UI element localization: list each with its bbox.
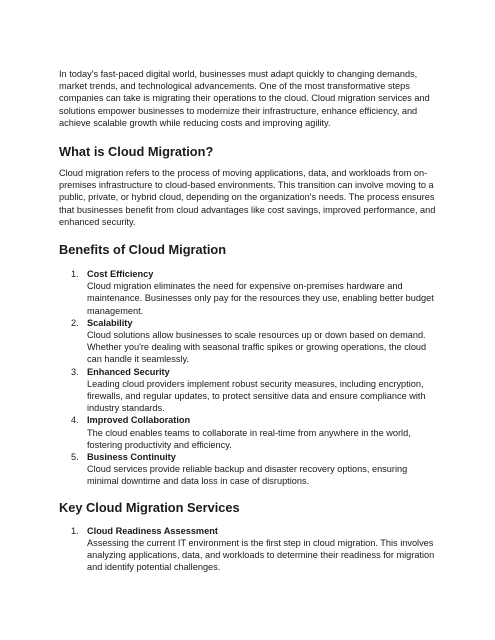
list-item bbox=[59, 268, 437, 317]
item-title: Cloud Readiness Assessment bbox=[87, 525, 218, 536]
list-number: 3. bbox=[71, 366, 79, 377]
item-description: Cloud solutions allow businesses to scale resources up or down based on demand. Whether you're dealing with seasonal traffic spikes or growing operations, the cloud can handle it seamlessly. bbox=[87, 330, 427, 365]
heading-what-is-cloud-migration: What is Cloud Migration? bbox=[59, 144, 214, 160]
intro-paragraph: In today's fast-paced digital world, businesses must adapt quickly to changing demands, market trends, and technological advancements. One of the most transformative steps companies can take is migrating their operations to the cloud. Cloud migration services and solutions empower businesses to modernize their infrastructure, enhance efficiency, and achieve scalable growth while reducing costs and improving agility. bbox=[59, 69, 430, 128]
list-item bbox=[59, 366, 437, 415]
item-title: Scalability bbox=[87, 317, 133, 328]
item-description: Leading cloud providers implement robust security measures, including encryption, firewalls, and regular updates, to protect sensitive data and ensure compliance with industry standards. bbox=[87, 378, 426, 414]
list-number: 1. bbox=[71, 525, 79, 536]
list-item bbox=[59, 414, 437, 451]
services-list bbox=[59, 525, 437, 574]
list-number: 1. bbox=[71, 269, 79, 280]
item-description: The cloud enables teams to collaborate in real-time from anywhere in the world, fostering productivity and efficiency. bbox=[87, 427, 411, 450]
heading-benefits: Benefits of Cloud Migration bbox=[59, 242, 227, 258]
heading-key-services: Key Cloud Migration Services bbox=[59, 499, 240, 515]
what-paragraph: Cloud migration refers to the process of moving applications, data, and workloads from on-premises infrastructure to cloud-based environments. This transition can involve moving to a public, private, or hybrid cloud, depending on the organization's needs. The process ensures that businesses benefit from cloud advantages like cost savings, improved performance, and enhanced security. bbox=[59, 168, 436, 227]
list-item bbox=[59, 451, 437, 488]
item-title: Cost Efficiency bbox=[87, 269, 154, 280]
benefits-list bbox=[59, 268, 437, 488]
item-title: Improved Collaboration bbox=[87, 415, 191, 426]
item-title: Enhanced Security bbox=[87, 366, 170, 377]
list-number: 5. bbox=[71, 452, 79, 463]
item-description: Cloud migration eliminates the need for expensive on-premises hardware and maintenance. Businesses only pay for the resources they use, enabling better budget management. bbox=[87, 281, 434, 316]
list-number: 2. bbox=[71, 317, 79, 328]
item-description: Cloud services provide reliable backup and disaster recovery options, ensuring minimal downtime and data loss in case of disruptions. bbox=[87, 464, 408, 487]
item-description: Assessing the current IT environment is the first step in cloud migration. This involves analyzing applications, data, and workloads to determine their readiness for migration and identify potential challenges. bbox=[87, 537, 435, 573]
list-item bbox=[59, 525, 437, 574]
list-item bbox=[59, 317, 437, 366]
list-number: 4. bbox=[71, 415, 79, 426]
item-title: Business Continuity bbox=[87, 452, 176, 463]
